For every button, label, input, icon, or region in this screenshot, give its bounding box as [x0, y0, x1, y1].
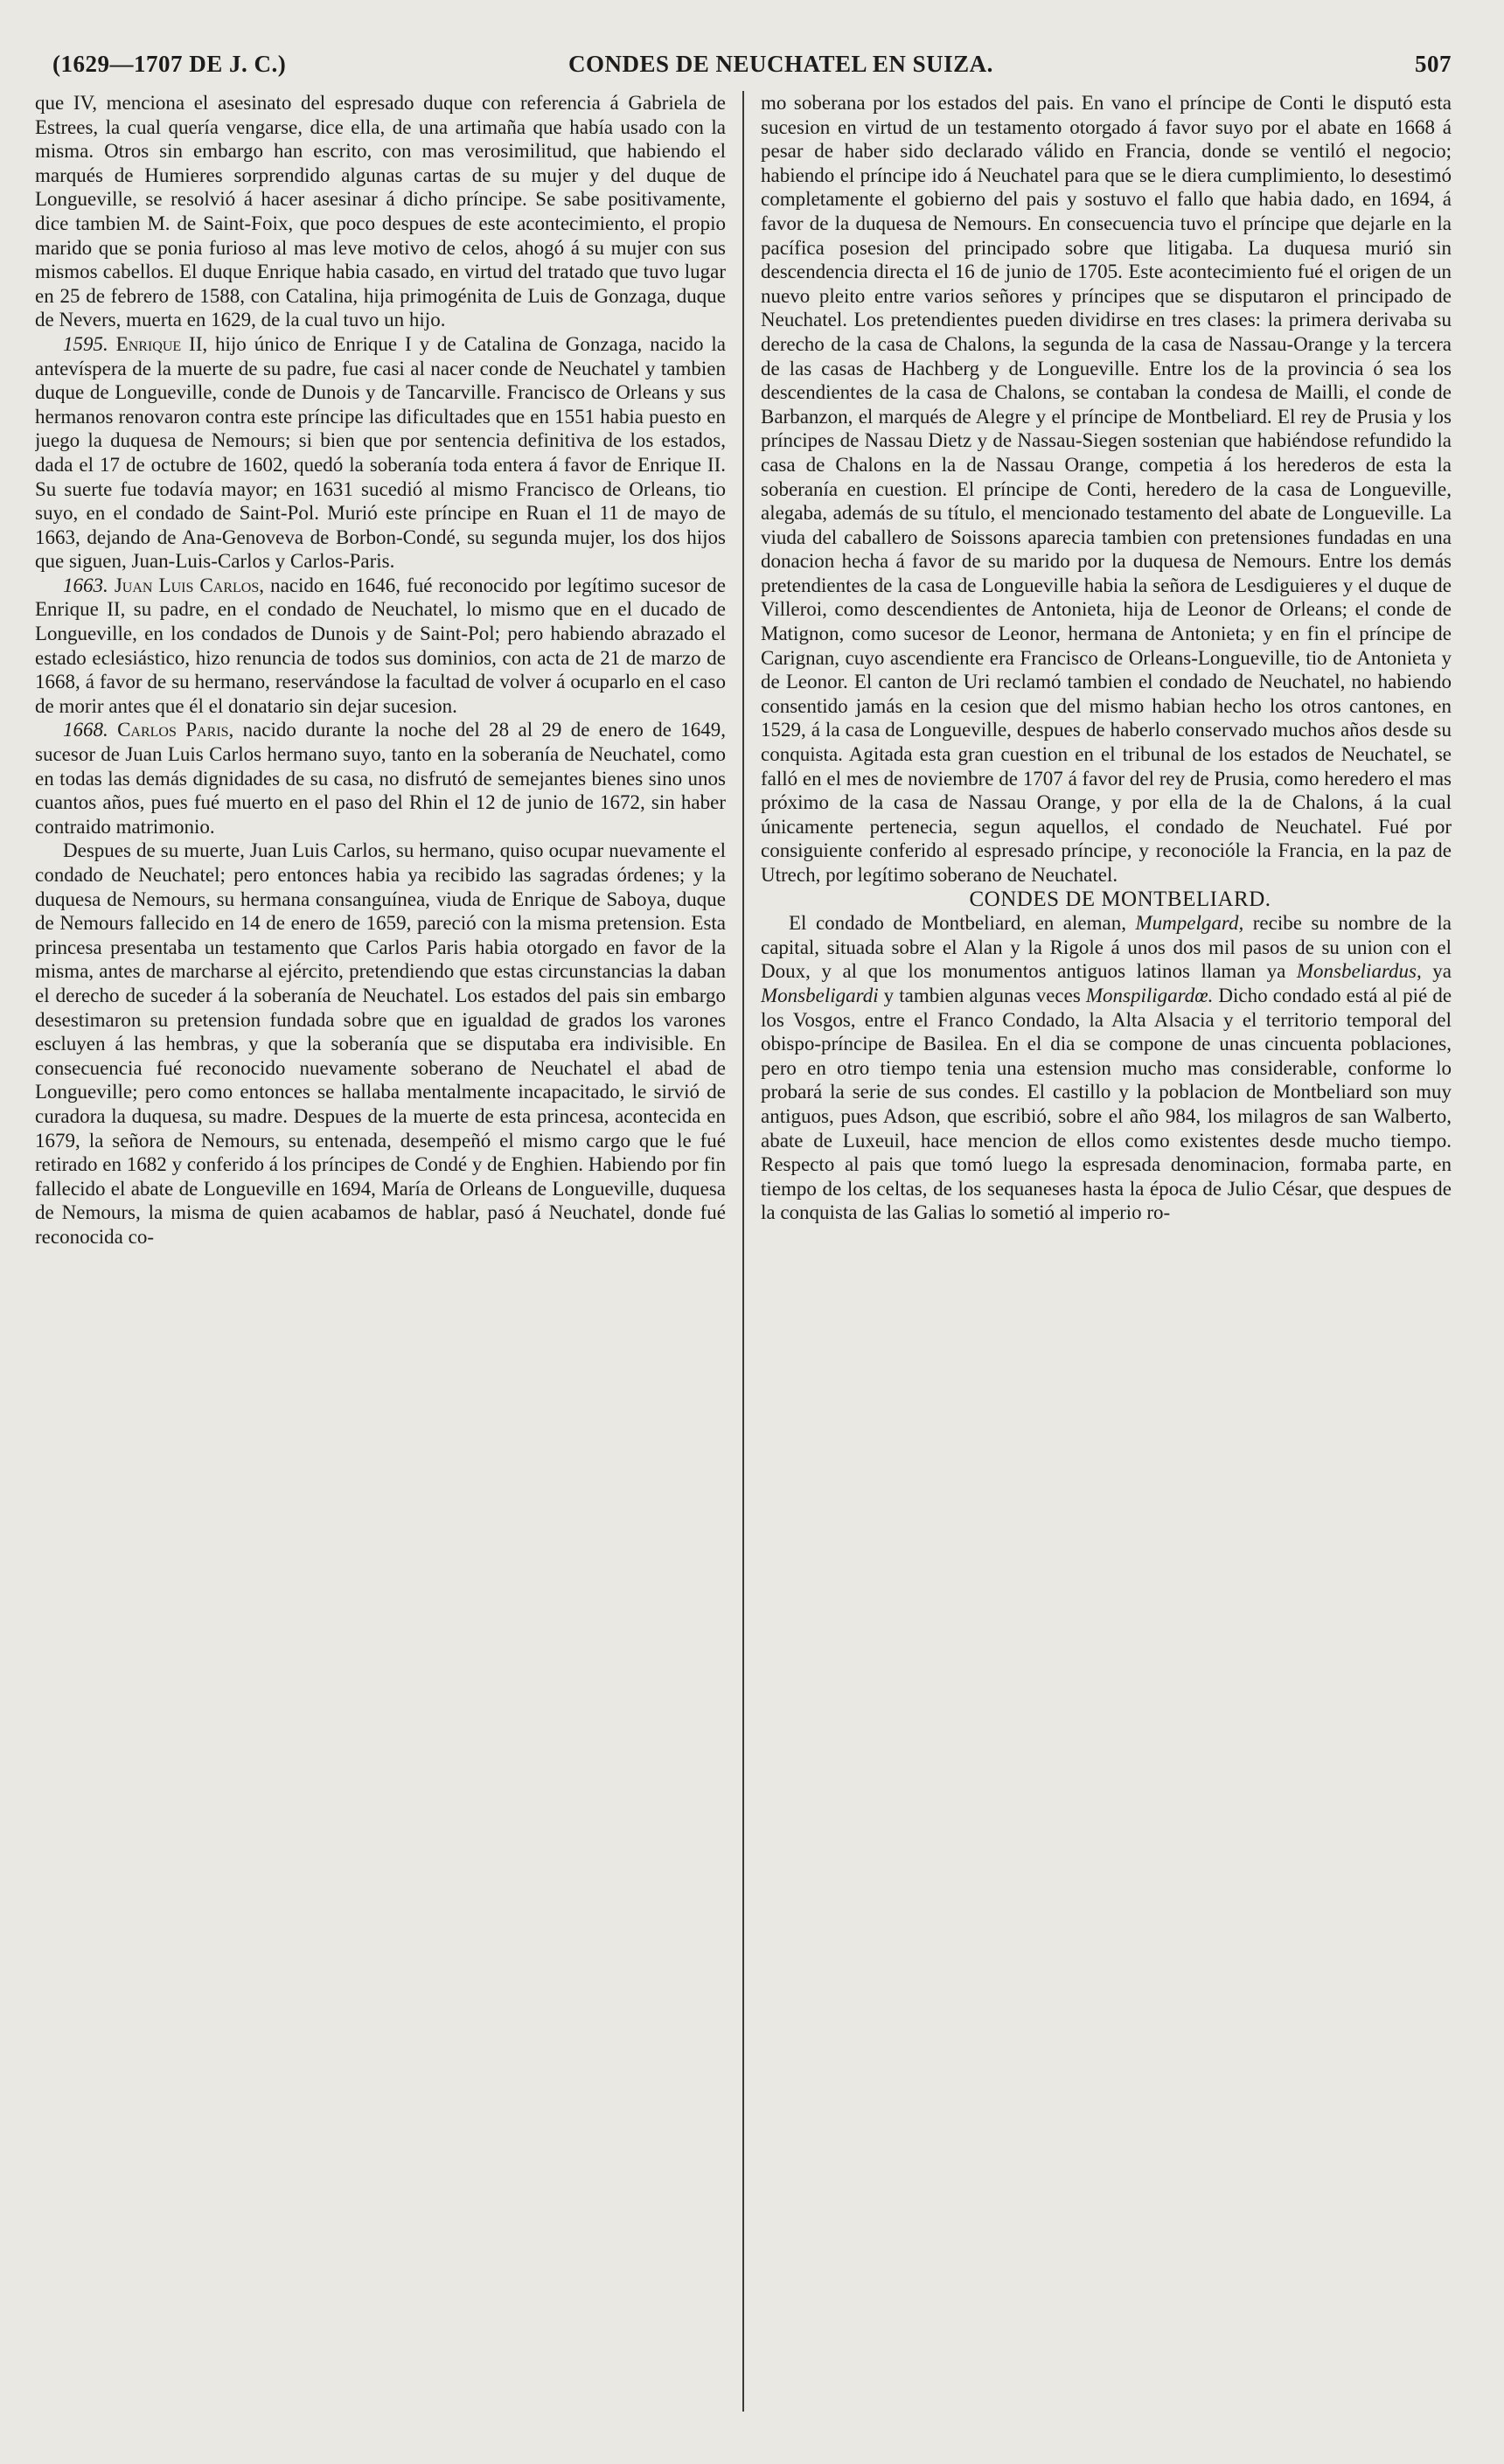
entry-text: nacido durante la noche del 28 al 29 de enero de 1649, sucesor de Juan Luis Carlos hermano suyo, tanto en la soberanía de Neuchatel, como en todas las demás dignidades de su casa, no disfrutó de semejantes bienes sino unos cuantos años, pues fué muerto en el paso del Rhin el 12 de junio de 1672, sin haber contraido matrimonio.	[35, 719, 726, 838]
running-header	[35, 51, 1452, 84]
italic-term: Monsbeliardus,	[1296, 960, 1422, 983]
entry-name: Carlos Paris,	[117, 719, 234, 741]
text-columns	[35, 91, 1452, 2429]
text-run: y tambien algunas veces	[883, 984, 1081, 1006]
entry-year: 1663.	[63, 574, 108, 596]
paragraph-neuchatel-dispute: mo soberana por los estados del pais. En vano el príncipe de Conti le disputó esta sucesion en virtud de un testamento otorgado á favor suyo por el abate en 1668 á pesar de haber sido declarado válido en Francia, donde se ventiló el negocio; habiendo el príncipe ido á Neuchatel para que se le diera cumplimiento, lo desestimó completamente el gobierno del pais y sostuvo el fallo que habia dado, en 1694, á favor de la duquesa de Nemours. En consecuencia tuvo el príncipe que dejarle en la pacífica posesion del principado sobre que litigaba. La duquesa murió sin descendencia directa el 16 de junio de 1705. Este acontecimiento fué el origen de un nuevo pleito entre varios señores y príncipes que se disputaron el principado de Neuchatel. Los pretendientes pueden dividirse en tres clases: la primera derivaba su derecho de la casa de Chalons, la segunda de la casa de Nassau-Orange y la tercera de las casas de Hachberg y de Longueville. Entre los de la provincia ó sea los descendientes de la casa de Chalons, se contaban la condesa de Mailli, el conde de Barbanzon, el marqués de Alegre y el príncipe de Montbeliard. El rey de Prusia y los príncipes de Nassau Dietz y de Nassau-Siegen sostenian que habiéndose refundido la casa de Chalons en la de Nassau Orange, competia á los herederos de esta la soberanía en cuestion. El príncipe de Conti, heredero de la casa de Longueville, alegaba, además de su título, el mencionado testamento del abate de Longueville. La viuda del caballero de Soissons aparecia tambien con pretensiones fundadas en una donacion hecha á favor de su marido por la duquesa de Nemours. Entre los demás pretendientes de la casa de Longueville habia la señora de Lesdiguieres y el duque de Villeroi, como descendientes de Antonieta, hija de Leonor de Orleans; el conde de Matignon, como sucesor de Leonor, hermana de Antonieta; y en fin el príncipe de Carignan, cuyo ascendiente era Francisco de Orleans-Longueville, tio de Antonieta y de Leonor. El canton de Uri reclamó tambien el condado de Neuchatel, no habiendo consentido jamás en la cesion que del mismo habian hecho los otros cantones, en 1529, á la casa de Longueville, despues de haberlo conservado muchos años desde su conquista. Agitada esta gran cuestion en el tribunal de los estados de Neuchatel, se falló en el mes de noviembre de 1707 á favor del rey de Prusia, como heredero el mas próximo de la casa de Nassau Orange, y por ella de la de Chalons, á la cual únicamente pertenecia, segun aquellos, el condado de Neuchatel. Fué por consiguiente conferido al espresado príncipe, y reconocióle la Francia, en la paz de Utrech, por legítimo soberano de Neuchatel.	[761, 92, 1452, 886]
entry-text: hijo único de Enrique I y de Catalina de Gonzaga, nacido la antevíspera de la muerte de su padre, fue casi al nacer conde de Neuchatel y tambien duque de Longueville, conde de Dunois y de Tancarville. Francisco de Orleans y sus hermanos renovaron contra este príncipe las dificultades que en 1551 habia puesto en juego la duquesa de Nemours; si bien que por sentencia definitiva de los estados, dada el 17 de octubre de 1602, quedó la soberanía toda entera á favor de Enrique II. Su suerte fue todavía mayor; en 1631 sucedió al mismo Francisco de Orleans, tio suyo, en el condado de Saint-Pol. Murió este príncipe en Ruan el 11 de mayo de 1663, dejando de Ana-Genoveva de Borbon-Condé, su segunda mujer, los dos hijos que siguen, Juan-Luis-Carlos y Carlos-Paris.	[35, 332, 726, 573]
entry-year: 1668.	[63, 719, 108, 741]
entry-text: nacido en 1646, fué reconocido por legítimo sucesor de Enrique II, su padre, en el condado de Neuchatel, lo mismo que en el ducado de Longueville, en los condados de Dunois y de Saint-Pol; pero habiendo abrazado el estado eclesiástico, hizo renuncia de todos sus dominios, con acta de 21 de marzo de 1668, á favor de su hermano, reservándose la facultad de volver á ocuparlo en el caso de morir antes que él el donatario sin dejar sucesion.	[35, 574, 726, 717]
entry-year: 1595.	[63, 332, 108, 355]
italic-term: Monsbeligardi	[761, 984, 879, 1006]
left-column	[35, 91, 726, 2429]
page-number: 507	[1415, 51, 1452, 77]
text-run: Dicho condado está al pié de los Vosgos, entre el Franco Condado, la Alta Alsacia y el territorio temporal del obispo-príncipe de Basilea. En el dia se compone de unas cincuenta poblaciones, pero en otro tiempo tenia una estension mucho mas considerable, conforme lo probará la serie de sus condes. El castillo y la poblacion de Montbeliard son muy antiguos, pues Adson, que escribió, sobre el año 984, los milagros de san Walberto, abate de Luxeuil, hace mencion de ellos como existentes desde mucho tiempo. Respecto al pais que tomó luego la espresada denominacion, formaba parte, en tiempo de los celtas, de los sequaneses hasta la época de Julio César, que despues de la conquista de las Galias lo sometió al imperio ro-	[761, 984, 1452, 1224]
header-date-range: (1629—1707 DE J. C.)	[52, 51, 287, 77]
paragraph-succession: Despues de su muerte, Juan Luis Carlos, su hermano, quiso ocupar nuevamente el condado de Neuchatel; pero entonces habia ya recibido las sagradas órdenes; y la duquesa de Nemours, su hermana consanguínea, viuda de Enrique de Saboya, duque de Nemours fallecido en 14 de enero de 1659, pareció con la misma pretension. Esta princesa presentaba un testamento que Carlos Paris habia otorgado en favor de la misma, antes de marcharse al ejército, pretendiendo que estas circunstancias la daban el derecho de suceder á la soberanía de Neuchatel. Los estados del pais sin embargo desestimaron su pretension fundada sobre que en igualdad de grados los varones escluyen á las hembras, y que la soberanía que se disputaba era indivisible. En consecuencia fué reconocido nuevamente soberano de Neuchatel el abad de Longueville; pero como entonces se hallaba mentalmente incapacitado, le sirvió de curadora la duquesa, su madre. Despues de la muerte de esta princesa, acontecida en 1679, la señora de Nemours, su entenada, desempeñó el mismo cargo que le fué retirado en 1682 y conferido á los príncipes de Condé y de Enghien. Habiendo por fin fallecido el abate de Longueville en 1694, María de Orleans de Longueville, duquesa de Nemours, la misma de quien acabamos de hablar, pasó á Neuchatel, donde fué reconocida co-	[35, 839, 726, 1248]
section-title-montbeliard: CONDES DE MONTBELIARD.	[969, 887, 1271, 911]
paragraph-enrique-i-continued: que IV, menciona el asesinato del espresado duque con referencia á Gabriela de Estrees, la cual quería vengarse, dice ella, de una artimaña que había usado con la misma. Otros sin embargo han escrito, con mas verosimilitud, que habiendo el marqués de Humieres sorprendido algunas cartas de su mujer y del duque de Longueville, se resolvió á hacer asesinar á dicho príncipe. Se sabe positivamente, dice tambien M. de Saint-Foix, que poco despues de este acontecimiento, el propio marido que se ponia furioso al mas leve motivo de celos, ahogó á su mujer con sus mismos cabellos. El duque Enrique habia casado, en virtud del tratado que tuvo lugar en 25 de febrero de 1588, con Catalina, hija primogénita de Luis de Gonzaga, duque de Nevers, muerta en 1629, de la cual tuvo un hijo.	[35, 92, 726, 331]
italic-term: Mumpelgard,	[1135, 912, 1244, 935]
text-run: recibe su nombre de la capital, situada sobre el Alan y la Rigole á unos dos mil pasos de su union con el Doux, y al que los monumentos antiguos latinos llaman ya	[761, 912, 1452, 983]
entry-juan-luis-carlos	[35, 574, 726, 719]
text-run: El condado de Montbeliard, en aleman,	[789, 912, 1126, 935]
paragraph-montbeliard-intro	[761, 911, 1452, 1225]
header-chapter-title: CONDES DE NEUCHATEL EN SUIZA.	[568, 51, 993, 77]
italic-term: Monspiligardœ.	[1085, 984, 1214, 1006]
entry-enrique-ii	[35, 332, 726, 574]
entry-carlos-paris	[35, 718, 726, 839]
text-run: ya	[1432, 960, 1452, 983]
entry-name: Enrique II,	[115, 332, 208, 355]
right-column	[761, 91, 1452, 2429]
entry-name: Juan Luis Carlos,	[114, 574, 264, 596]
